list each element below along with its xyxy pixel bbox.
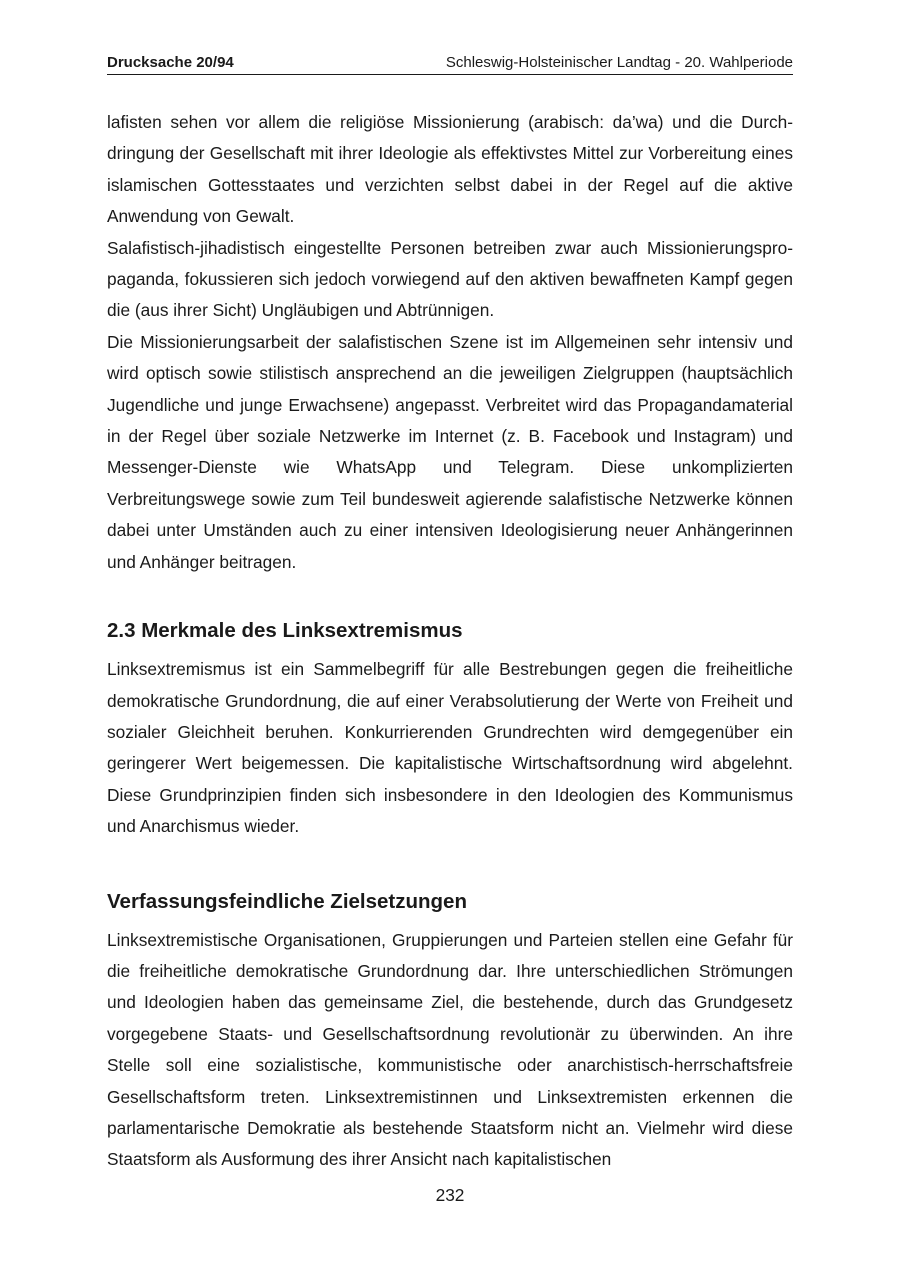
section-paragraph: Linksextremismus ist ein Sammelbegriff für alle Bestrebungen gegen die freiheitliche demokratische Grundordnung, die auf einer Verabsolutierung der Werte von Freiheit und sozialer Gleichheit beruhen. Konkurrierenden Grundrechten wird demgegenüber ein geringerer Wert beigemessen. Die kapitalistische Wirtschaftsordnung wird abgelehnt. Diese Grundprinzipien finden sich insbesondere in den Ideologien des Kommunismus und Anarchismus wieder. [107, 659, 793, 837]
paragraph-intro-1: lafisten sehen vor allem die religiöse Missionierung (arabisch: da’wa) und die Durchdringung der Gesellschaft mit ihrer Ideologie als effektivstes Mittel zur Vorbereitung eines islamischen Gottesstaates und verzichten selbst dabei in der Regel auf die aktive Anwendung von Gewalt. [107, 112, 793, 227]
sub-paragraph: Linksextremistische Organisationen, Gruppierungen und Parteien stellen eine Gefahr für die freiheitliche demokratische Grundordnung dar. Ihre unterschiedlichen Strömungen und Ideologien haben das gemeinsame Ziel, die bestehende, durch das Grundgesetz vorgegebene Staats- und Gesellschaftsordnung revolutionär zu überwinden. An ihre Stelle soll eine sozialistische, kommunistische oder anarchistisch-herrschaftsfreie Gesellschaftsform treten. Linksextremistinnen und Linksextremisten erkennen die parlamentarische Demokratie als bestehende Staatsform nicht an. Vielmehr wird diese Staatsform als Ausformung des ihrer Ansicht nach kapitalistischen [107, 929, 793, 1170]
page-number: 232 [435, 1185, 465, 1205]
document-number: Drucksache 20/94 [107, 54, 234, 71]
sub-heading: Verfassungsfeindliche Zielsetzungen [107, 889, 467, 913]
document-page [107, 52, 793, 1176]
paragraph-intro-2: Salafistisch-jihadistisch eingestellte Personen betreiben zwar auch Missionierungspropaganda, fokussieren sich jedoch vorwiegend auf den aktiven bewaffneten Kampf gegen die (aus ihrer Sicht) Ungläubigen und Abtrünnigen. [107, 237, 793, 321]
paragraph-intro-3: Die Missionierungsarbeit der salafistischen Szene ist im Allgemeinen sehr intensiv und wird optisch sowie stilistisch ansprechend an die jeweiligen Zielgruppen (hauptsächlich Jugendliche und junge Erwachsene) angepasst. Verbreitet wird das Propagandamaterial in der Regel über soziale Netzwerke im Internet (z. B. Facebook und Instagram) und Messenger-Dienste wie WhatsApp und Telegram. Diese unkomplizierten Verbreitungswege sowie zum Teil bundesweit agierende salafistische Netzwerke können dabei unter Umständen auch zu einer intensiven Ideologisierung neuer Anhängerinnen und Anhänger beitragen. [107, 331, 793, 572]
parliament-label: Schleswig-Holsteinischer Landtag - 20. Wahlperiode [445, 54, 793, 71]
body-text [107, 107, 793, 1176]
running-header [107, 52, 793, 75]
section-heading: 2.3 Merkmale des Linksextremismus [107, 619, 463, 643]
